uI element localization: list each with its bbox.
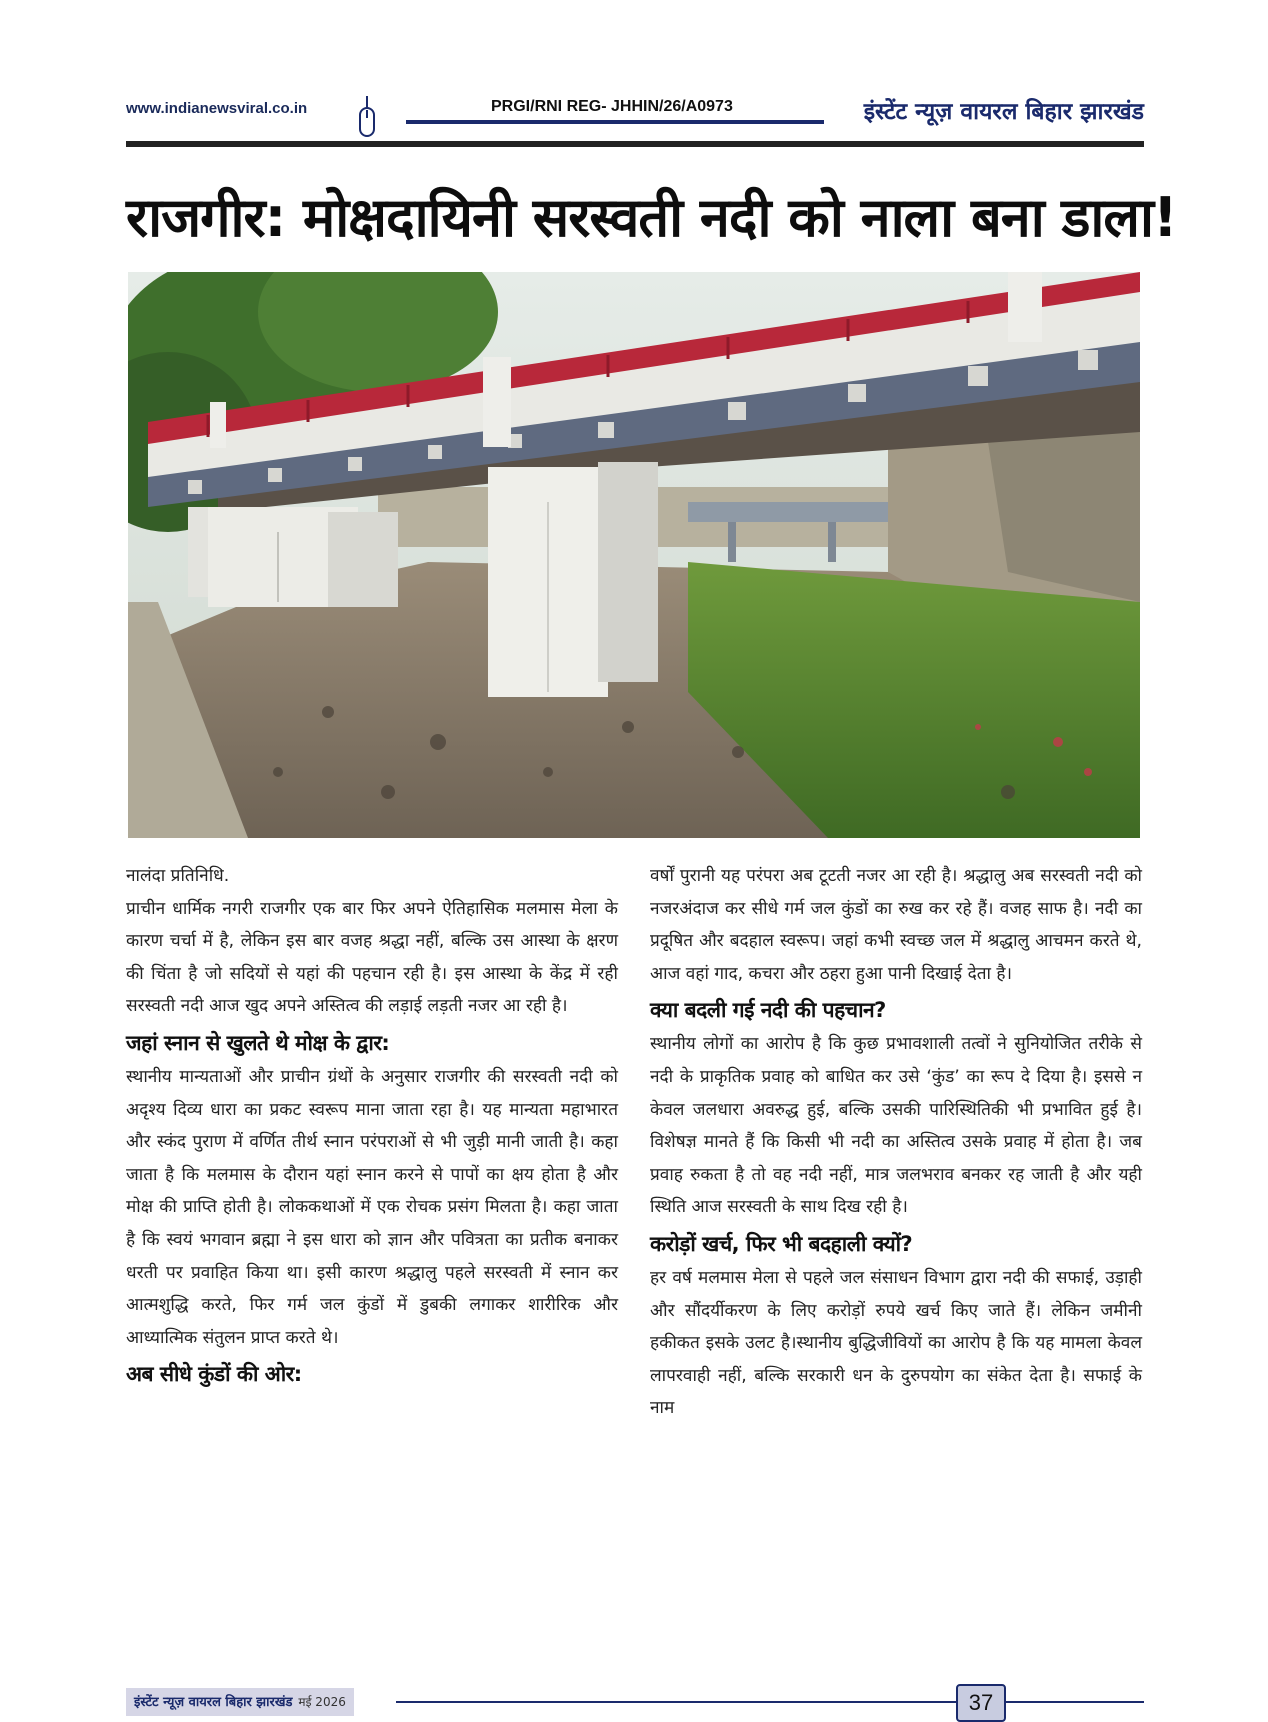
article-photo [128,272,1140,838]
registration-number: PRGI/RNI REG- JHHIN/26/A0973 [491,98,733,115]
footer-rule [396,1701,1144,1703]
mouse-icon [358,96,376,140]
issue-date: मई 2026 [298,1695,346,1709]
section-heading: अब सीधे कुंडों की ओर: [126,1362,302,1387]
article-paragraph: स्थानीय लोगों का आरोप है कि कुछ प्रभावशाली तत्वों ने सुनियोजित तरीके से नदी के प्राकृतिक प्रवाह को बाधित कर उसे ‘कुंड’ का रूप दे दिया है। इससे न केवल जलधारा अवरुद्ध हुई, बल्कि उसकी पारिस्थितिकी भी प्रभावित हुई है। विशेषज्ञ मानते हैं कि किसी भी नदी का अस्तित्व उसके प्रवाह में होता है। जब प्रवाह रुकता है तो वह नदी नहीं, मात्र जलभराव बनकर रह जाती है और यही स्थिति आज सरस्वती के साथ दिख रही है। [650,1034,1142,1218]
page-footer [126,1688,1144,1722]
header-rule [126,141,1144,147]
article-column-right [650,860,1142,1425]
page-number: 37 [956,1684,1006,1722]
footer-brand: इंस्टेंट न्यूज़ वायरल बिहार झारखंड [134,1695,293,1710]
publication-brand: इंस्टेंट न्यूज़ वायरल बिहार झारखंड [863,99,1144,125]
footer-brand-badge [126,1688,354,1716]
section-heading: क्या बदली गई नदी की पहचान? [650,998,886,1023]
bridge-photo [128,272,1140,838]
article-paragraph: हर वर्ष मलमास मेला से पहले जल संसाधन विभाग द्वारा नदी की सफाई, उड़ाही और सौंदर्यीकरण के लिए करोड़ों रुपये खर्च किए जाते हैं। लेकिन जमीनी हकीकत इसके उलट है।स्थानीय बुद्धिजीवियों का आरोप है कि यह मामला केवल लापरवाही नहीं, बल्कि सरकारी धन के दुरुपयोग का संकेत देता है। सफाई के नाम [650,1267,1142,1419]
article-column-left [126,860,618,1392]
article-paragraph: प्राचीन धार्मिक नगरी राजगीर एक बार फिर अपने ऐतिहासिक मलमास मेला के कारण चर्चा में है, लेकिन इस बार वजह श्रद्धा नहीं, बल्कि उस आस्था के क्षरण की चिंता है जो सदियों से यहां की पहचान रही है। इस आस्था के केंद्र में रही सरस्वती नदी आज खुद अपने अस्तित्व की लड़ाई लड़ती नजर आ रही है। [126,898,618,1017]
section-heading: जहां स्नान से खुलते थे मोक्ष के द्वार: [126,1030,390,1055]
article-paragraph: वर्षों पुरानी यह परंपरा अब टूटती नजर आ रही है। श्रद्धालु अब सरस्वती नदी को नजरअंदाज कर सीधे गर्म जल कुंडों का रुख कर रहे हैं। वजह साफ है। नदी का प्रदूषित और बदहाल स्वरूप। जहां कभी स्वच्छ जल में श्रद्धालु आचमन करते थे, आज वहां गाद, कचरा और ठहरा हुआ पानी दिखाई देता है। [650,866,1142,984]
header-accent-rule [406,120,824,124]
page-header [126,96,1144,156]
article-paragraph: स्थानीय मान्यताओं और प्राचीन ग्रंथों के अनुसार राजगीर की सरस्वती नदी को अदृश्य दिव्य धारा का प्रकट स्वरूप माना जाता रहा है। यह मान्यता महाभारत और स्कंद पुराण में वर्णित तीर्थ स्नान परंपराओं से भी जुड़ी मानी जाती है। कहा जाता है कि मलमास के दौरान यहां स्नान करने से पापों का क्षय होता है और मोक्ष की प्राप्ति होती है। लोककथाओं में एक रोचक प्रसंग मिलता है। कहा जाता है कि स्वयं भगवान ब्रह्मा ने इस धारा को ज्ञान और पवित्रता का प्रतीक बनाकर धरती पर प्रवाहित किया था। इसी कारण श्रद्धालु पहले सरस्वती में स्नान कर आत्मशुद्धि करते, फिर गर्म जल कुंडों में डुबकी लगाकर शारीरिक और आध्यात्मिक संतुलन प्राप्त करते थे। [126,1066,618,1348]
section-heading: करोड़ों खर्च, फिर भी बदहाली क्यों? [650,1231,913,1256]
site-url[interactable]: www.indianewsviral.co.in [126,100,308,117]
article-byline: नालंदा प्रतिनिधि. [126,866,230,886]
article-title: राजगीर: मोक्षदायिनी सरस्वती नदी को नाला बना डाला! [126,186,1177,249]
